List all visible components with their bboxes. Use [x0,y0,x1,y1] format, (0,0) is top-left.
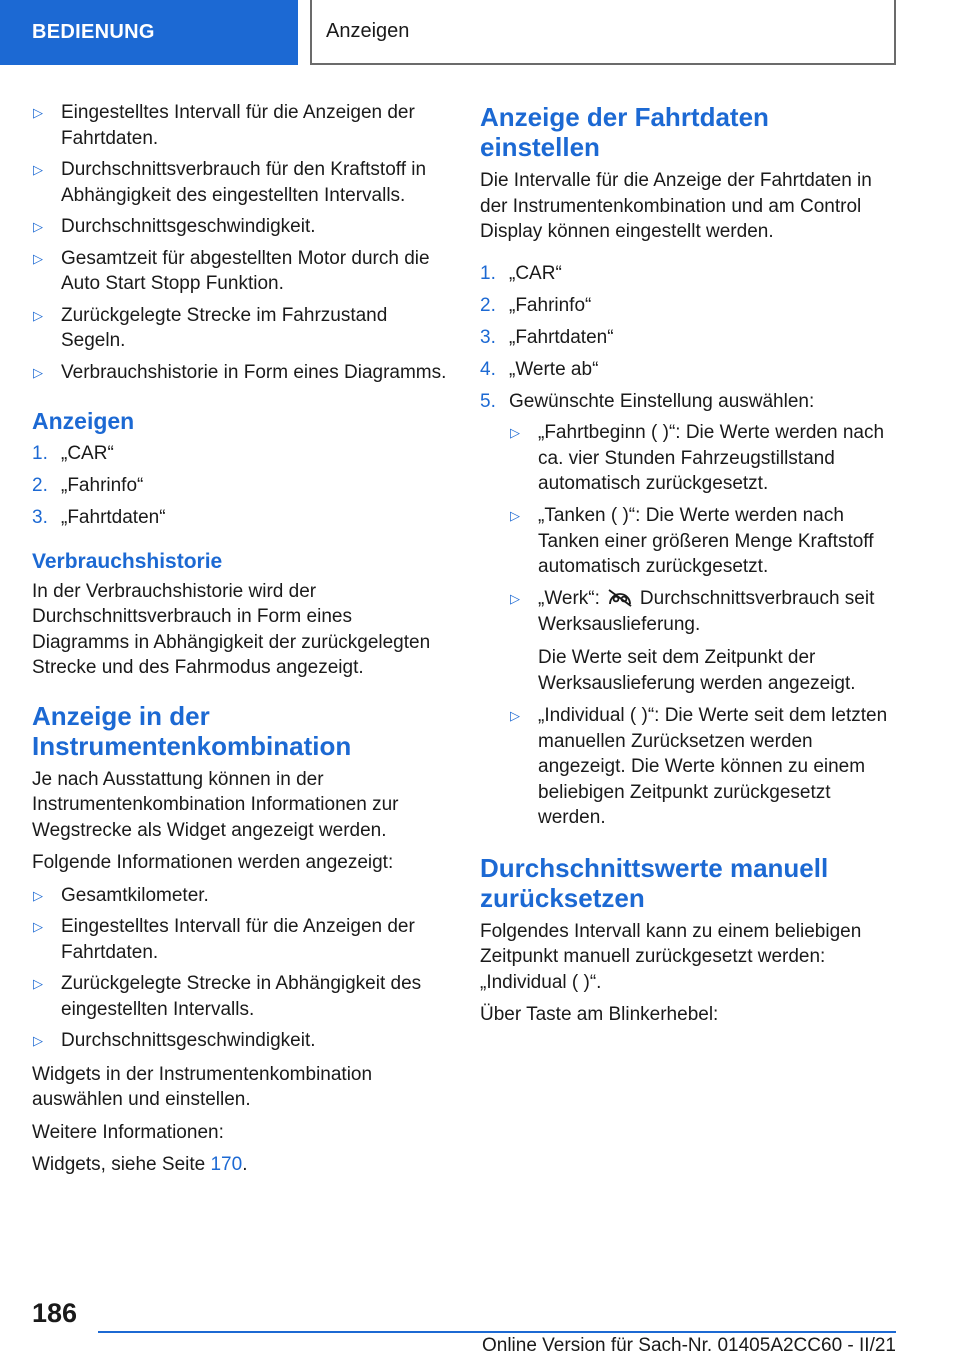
weitere-text: Weitere Informationen: [32,1121,224,1143]
list-item: ▷ Zurückgelegte Strecke im Fahrzustand Segeln. [33,304,388,351]
triangle-marker-icon: ▷ [33,250,43,266]
list-item: ▷ „Individual ( )“: Die Werte seit dem letzten manuellen Zurücksetzen werden angezeigt. Die Werte können zu einem beliebigen Zeitpunkt zurückgesetzt werden. [510,705,888,828]
fahrtdaten-steps [480,261,896,831]
werk-extra-text: Die Werte seit dem Zeitpunkt der Werksauslieferung werden angezeigt. [538,647,856,694]
list-item: ▷ Eingestelltes Intervall für die Anzeigen der Fahrtdaten. [33,102,415,149]
list-item: ▷ Durchschnittsgeschwindigkeit. [32,214,450,240]
list-item: ▷ „Fahrtbeginn ( )“: Die Werte werden nach ca. vier Stunden Fahrzeugstillstand automatisch zurückgesetzt. [510,422,885,494]
step-item: 1. „CAR“ [32,443,114,464]
page-link[interactable]: 170 [210,1154,243,1175]
triangle-marker-icon: ▷ [33,307,43,323]
page-number: 186 [32,1298,78,1328]
list-item: ▷ Gesamtzeit für abgestellten Motor durch die Auto Start Stopp Funktion. [33,247,430,294]
list-item: ▷ Zurückgelegte Strecke in Abhängigkeit des eingestellten Intervalls. [33,973,422,1020]
step-item: 3. „Fahrtdaten“ [32,507,166,528]
setting-options [509,420,896,637]
list-item: ▷ „Tanken ( )“: Die Werte werden nach Tanken einer größeren Menge Kraftstoff automatisch zurückgesetzt. [510,505,874,577]
list-item: ▷ Durchschnittsgeschwindigkeit. [32,1028,450,1054]
right-column [480,100,896,1035]
step-item: 5. Gewünschte Einstellung auswählen: ▷ „Fahrtbeginn ( )“: Die Werte werden nach ca. vier Stunden Fahrzeugstillstand automatisch zurückgesetzt. ▷ „Tanken ( )“: Die Werte werden nach Tanken einer größeren Menge Kraftstoff automatisch zurückgesetzt. ▷ „Werk“: Durchschnittsverbrauch seit Werksauslieferung. Die Werte seit dem Zeitpunkt der Werksauslieferung werden angezeigt. ▷ „Individual ( )“: Die Werte seit dem letzten manuellen Zurücksetzen werden angezeigt. Die Werte können zu einem beliebigen Zeitpunkt zurückgesetzt werden. [480,389,896,831]
step-item: 3. „Fahrtdaten“ [480,326,614,348]
kombi-text: Folgende Informationen werden angezeigt: [32,852,394,873]
fahrtdaten-text: Die Intervalle für die Anzeige der Fahrtdaten in der Instrumentenkombination und am Control Display können eingestellt werden. [480,170,872,242]
widgets-reference: Widgets, siehe Seite 170. [32,1154,248,1175]
triangle-marker-icon: ▷ [33,919,43,934]
triangle-marker-icon: ▷ [33,219,43,234]
step-item: 2. „Fahrinfo“ [32,475,144,496]
step-item: 2. „Fahrinfo“ [480,294,592,316]
setting-options [509,703,896,831]
factory-reset-icon [606,587,634,607]
kombi-text: Je nach Ausstattung können in der Instrumentenkombination Informationen zur Wegstrecke als Widget angezeigt werden. [32,768,399,841]
info-list [32,100,450,385]
triangle-marker-icon: ▷ [33,1033,43,1048]
triangle-marker-icon: ▷ [33,887,43,903]
left-column [32,100,450,1185]
step-item: 1. „CAR“ [480,262,562,284]
triangle-marker-icon: ▷ [33,976,43,991]
list-item: ▷ Gesamtkilometer. [32,883,450,909]
triangle-marker-icon: ▷ [33,162,43,177]
anzeigen-heading: Anzeigen [32,408,135,434]
reset-text: Folgendes Intervall kann zu einem beliebigen Zeitpunkt manuell zurückgesetzt werden: „Individual ( )“. [480,920,862,993]
triangle-marker-icon: ▷ [33,364,43,380]
list-item: ▷ „Werk“: Durchschnittsverbrauch seit Werksauslieferung. [510,588,875,635]
triangle-marker-icon: ▷ [510,508,520,523]
kombi-heading: Anzeige in der Instrumentenkombination [32,700,352,761]
triangle-marker-icon: ▷ [510,708,520,723]
list-item: ▷ Durchschnittsverbrauch für den Kraftstoff in Abhängigkeit des eingestellten Intervalls. [33,159,427,206]
triangle-marker-icon: ▷ [33,105,43,120]
chapter-header: Anzeigen [310,0,896,65]
verbrauch-heading: Verbrauchshistorie [32,549,223,573]
reset-heading: Durchschnittswerte manuell zurücksetzen [480,852,829,913]
triangle-marker-icon: ▷ [510,591,520,606]
section-header: BEDIENUNG [0,0,298,65]
anzeigen-steps [32,441,450,531]
reset-text: Über Taste am Blinkerhebel: [480,1004,719,1025]
verbrauch-text: In der Verbrauchshistorie wird der Durchschnittsverbrauch in Form eines Diagramms in Abhängigkeit der zurückgelegten Strecke und des Fahrmodus angezeigt. [32,580,431,678]
footer-text: Online Version für Sach-Nr. 01405A2CC60 - II/21 [481,1335,896,1356]
widgets-text: Widgets in der Instrumentenkombination auswählen und einstellen. [32,1063,373,1110]
step-item: 4. „Werte ab“ [480,358,599,380]
list-item: ▷ Verbrauchshistorie in Form eines Diagramms. [32,360,450,386]
list-item: ▷ Eingestelltes Intervall für die Anzeigen der Fahrtdaten. [33,916,415,963]
footer-divider [98,1331,896,1333]
fahrtdaten-heading: Anzeige der Fahrtdaten einstellen [480,102,769,162]
kombi-list [32,883,450,1054]
triangle-marker-icon: ▷ [510,425,520,440]
